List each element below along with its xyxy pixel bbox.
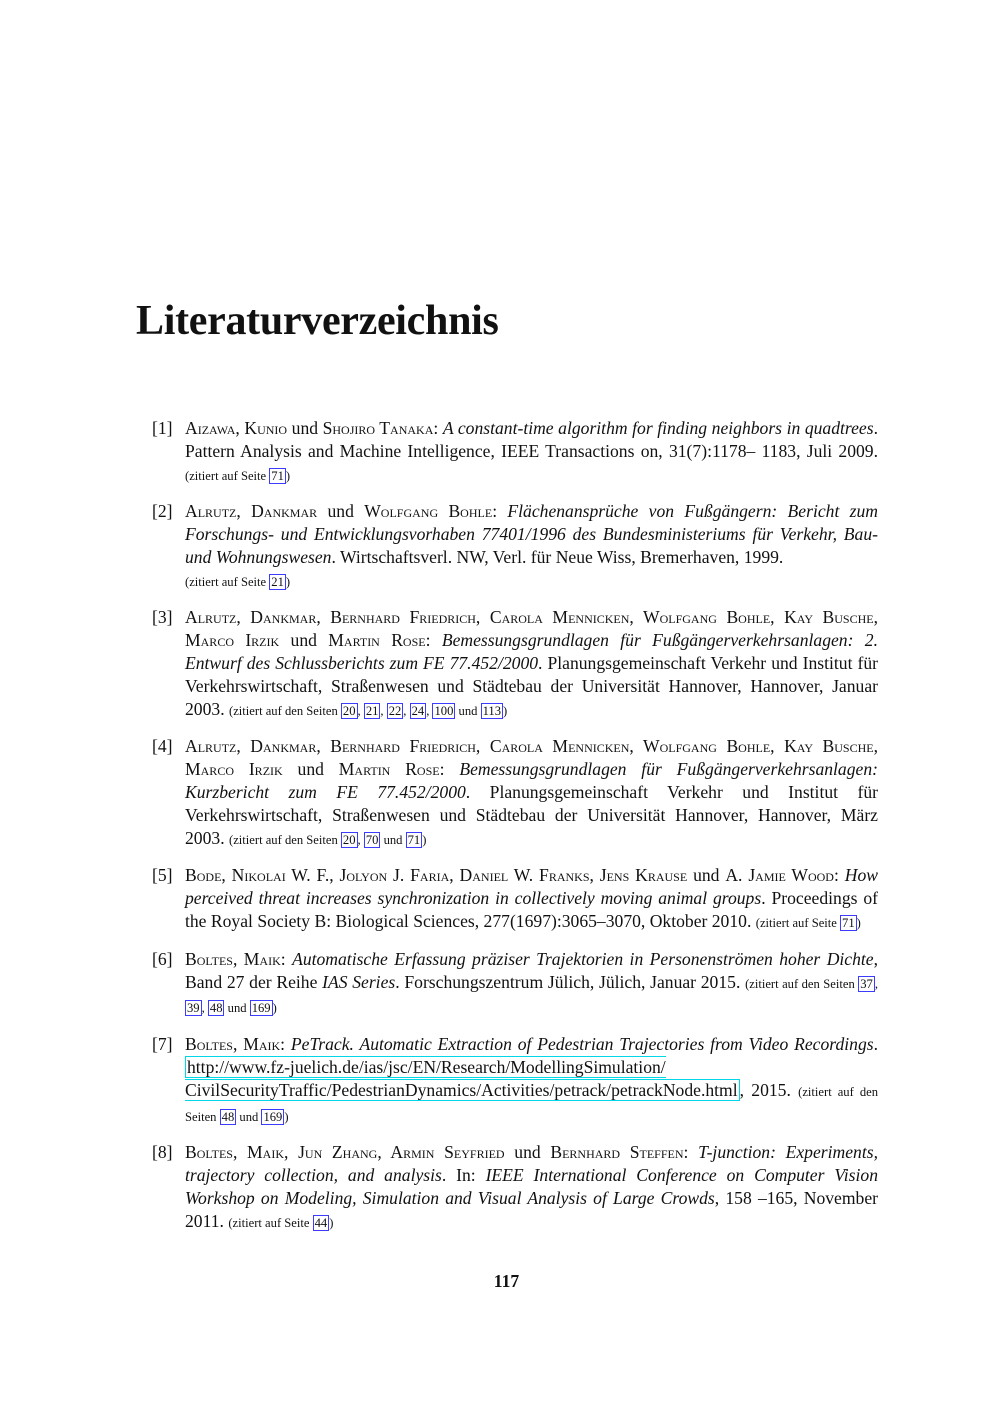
page-link[interactable]: 44 [314, 1215, 328, 1230]
entry-authors: Aizawa, Kunio [185, 418, 288, 438]
entry-authors: Boltes, Maik [185, 948, 281, 969]
entry-number: [2] [152, 501, 173, 522]
entry-number: [3] [152, 607, 173, 628]
entry-author-last: Wolfgang Bohle [364, 501, 493, 522]
bib-entry-8: [8] Boltes, Maik, Jun Zhang, Armin Seyfried und Bernhard Steffen: T-junction: Experiments, trajectory collection, and analysis. In: IEEE International Conference on Computer Vision Workshop on Modeling, Simulation and Visual Analysis of Large Crowds, 158 –165, November 2011. (zitiert auf Seite 44 ) [152, 1141, 879, 1231]
citation-backref: (zitiert auf den Seiten 48 und 169 ) [185, 1084, 878, 1124]
entry-details: Proceedings of the Royal Society B: Biological Sciences, 277(1697):3065–3070, Oktober 2010. [185, 888, 878, 932]
entry-authors: Boltes, Maik, Jun Zhang, Armin Seyfried [185, 1141, 505, 1162]
entry-number: [4] [152, 736, 173, 757]
entry-details: Forschungszentrum Jülich, Jülich, Januar 2015. [404, 971, 741, 992]
citation-backref: (zitiert auf Seite 71 ) [185, 468, 291, 483]
entry-details: Planungsgemeinschaft Verkehr und Institut für Verkehrswirtschaft, Straßenwesen und Städtebau der Universität Hannover, Hannover, Januar 2003. [185, 653, 878, 719]
page-link[interactable]: 48 [221, 1109, 235, 1124]
page-link[interactable]: 48 [209, 1001, 223, 1016]
entry-details: Pattern Analysis and Machine Intelligence, IEEE Transactions on, 31(7):1178– 1183, Juli 2009. [185, 440, 878, 461]
entry-title: A constant-time algorithm for finding neighbors in quadtrees [442, 418, 874, 438]
bib-entry-2: [2] Alrutz, Dankmar und Wolfgang Bohle: Flächenansprüche von Fußgängern: Bericht zum Forschungs- und Entwicklungsvorhaben 77401/1996 des Bundesministeriums für Verkehr, Bau- und Wohnungswesen. Wirtschaftsverl. NW, Verl. für Neue Wiss, Bremerhaven, 1999. (zitiert auf Seite 21 ) [152, 501, 878, 589]
page-link[interactable]: 71 [407, 833, 421, 847]
entry-author-last: Bernhard Steffen [550, 1141, 684, 1162]
citation-backref: (zitiert auf Seite 21 ) [185, 574, 291, 589]
page-link[interactable]: 37 [860, 976, 873, 991]
bib-entry-1: [1] Aizawa, Kunio und Shojiro Tanaka: A constant-time algorithm for finding neighbors in quadtrees. Pattern Analysis and Machine Intelligence, IEEE Transactions on, 31(7):1178– 1183, Juli 2009. (zitiert auf Seite 71 ) [152, 418, 878, 483]
page-link[interactable]: 22 [388, 703, 402, 718]
entry-author-last: Martin Rose [328, 630, 426, 651]
entry-authors: Alrutz, Dankmar [185, 501, 318, 522]
citation-backref: (zitiert auf den Seiten 20 , 21 , 22 , 24 , 100 und 113 ) [229, 703, 508, 718]
entry-details: 2015. [751, 1079, 791, 1100]
entry-authors: Alrutz, Dankmar, Bernhard Friedrich, Carola Mennicken, Wolfgang Bohle, Kay Busche, Marco Irzik [185, 736, 878, 780]
entry-author-last: Martin Rose [338, 759, 440, 780]
page-link[interactable]: 169 [263, 1109, 283, 1124]
page-link[interactable]: 20 [342, 833, 356, 847]
entry-url-link[interactable]: http://www.fz-juelich.de/ias/jsc/EN/Research/ModellingSimulation/ CivilSecurityTraffic/PedestrianDynamics/Activities/petrack/petrackNode.html [185, 1056, 738, 1100]
page-link[interactable]: 21 [365, 703, 379, 718]
entry-title: Automatische Erfassung präziser Trajektorien in Personenströmen hoher Dichte [292, 948, 874, 969]
entry-authors: Boltes, Maik [185, 1033, 281, 1054]
citation-backref: (zitiert auf den Seiten 20 , 70 und 71 ) [229, 833, 427, 847]
entry-title: Bemessungsgrundlagen für Fußgängerverkehrsanlagen: 2. Entwurf des Schlussberichts zum FE 77.452/2000 [185, 630, 878, 674]
page-link[interactable]: 71 [842, 916, 855, 931]
page-link[interactable]: 39 [187, 1001, 200, 1016]
page-number: 117 [493, 1271, 520, 1291]
entry-authors: Bode, Nikolai W. F., Jolyon J. Faria, Daniel W. Franks, Jens Krause [185, 865, 688, 886]
entry-title: PeTrack. Automatic Extraction of Pedestrian Trajectories from Video Recordings [290, 1033, 874, 1054]
entry-number: [8] [152, 1141, 173, 1162]
entry-number: [1] [152, 418, 173, 438]
entry-title: How perceived threat increases synchronization in collectively moving animal groups [185, 865, 878, 909]
entry-number: [5] [152, 865, 173, 886]
entry-series: IAS Series [322, 971, 396, 992]
entry-title: T-junction: Experiments, trajectory collection, and analysis [185, 1141, 878, 1185]
citation-backref: (zitiert auf den Seiten 37 , 39 , 48 und 169 ) [187, 976, 878, 1016]
page-link[interactable]: 113 [482, 703, 502, 718]
entry-details: Wirtschaftsverl. NW, Verl. für Neue Wiss, Bremerhaven, 1999. [339, 547, 784, 568]
bib-entry-4: [4] Alrutz, Dankmar, Bernhard Friedrich, Carola Mennicken, Wolfgang Bohle, Kay Busche, Marco Irzik und Martin Rose: Bemessungsgrundlagen für Fußgängerverkehrsanlagen: Kurzbericht zum FE 77.452/2000. Planungsgemeinschaft Verkehr und Institut für Verkehrswirtschaft, Straßenwesen und Städtebau der Universität Hannover, Hannover, März 2003. (zitiert auf den Seiten 20 , 70 und 71 ) [152, 736, 879, 848]
entry-number: [7] [152, 1033, 173, 1054]
citation-backref: (zitiert auf Seite 44 ) [228, 1215, 334, 1230]
page-title: Literaturverzeichnis [136, 298, 499, 344]
bib-entry-7: [7] Boltes, Maik: PeTrack. Automatic Extraction of Pedestrian Trajectories from Video Recordings. http://www.fz-juelich.de/ias/jsc/EN/Research/ModellingSimulation/ CivilSecurityTraffic/PedestrianDynamics/Activities/petrack/petrackNode.html , 2015. (zitiert auf den Seiten 48 und 169 ) [152, 1033, 879, 1124]
page-link[interactable]: 169 [251, 1001, 271, 1016]
entry-details: 158 –165, November 2011. [185, 1187, 879, 1231]
entry-author-last: Shojiro Tanaka [322, 418, 434, 438]
citation-backref: (zitiert auf Seite 71 ) [755, 916, 861, 931]
entry-venue: IEEE International Conference on Computer Vision Workshop on Modeling, Simulation and Visual Analysis of Large Crowds [185, 1164, 879, 1208]
entry-number: [6] [152, 948, 173, 969]
page-link[interactable]: 71 [271, 468, 284, 483]
entry-author-last: A. Jamie Wood [725, 865, 834, 886]
page-link[interactable]: 24 [411, 703, 425, 718]
entry-details: Planungsgemeinschaft Verkehr und Institut für Verkehrswirtschaft, Straßenwesen und Städtebau der Universität Hannover, Hannover, März 2003. [185, 782, 879, 848]
entry-title: Bemessungsgrundlagen für Fußgängerverkehrsanlagen: Kurzbericht zum FE 77.452/2000 [185, 759, 878, 803]
page-link[interactable]: 21 [271, 574, 284, 589]
entry-title: Flächenansprüche von Fußgängern: Bericht zum Forschungs- und Entwicklungsvorhaben 77401/1996 des Bundesministeriums für Verkehr, Bau- und Wohnungswesen [185, 501, 878, 568]
bib-entry-5: [5] Bode, Nikolai W. F., Jolyon J. Faria, Daniel W. Franks, Jens Krause und A. Jamie Wood: How perceived threat increases synchronization in collectively moving animal groups. Proceedings of the Royal Society B: Biological Sciences, 277(1697):3065–3070, Oktober 2010. (zitiert auf Seite 71 ) [152, 865, 878, 932]
page-link[interactable]: 70 [365, 833, 379, 847]
bibliography-list [152, 417, 878, 1247]
bib-entry-6: [6] Boltes, Maik: Automatische Erfassung präziser Trajektorien in Personenströmen hoher Dichte, Band 27 der Reihe IAS Series. Forschungszentrum Jülich, Jülich, Januar 2015. (zitiert auf den Seiten 37 , 39 , 48 und 169 ) [152, 948, 878, 1016]
page-link[interactable]: 20 [342, 703, 356, 718]
entry-authors: Alrutz, Dankmar, Bernhard Friedrich, Carola Mennicken, Wolfgang Bohle, Kay Busche, Marco Irzik [185, 607, 878, 651]
page-link[interactable]: 100 [434, 703, 454, 718]
bib-entry-3: [3] Alrutz, Dankmar, Bernhard Friedrich, Carola Mennicken, Wolfgang Bohle, Kay Busche, Marco Irzik und Martin Rose: Bemessungsgrundlagen für Fußgängerverkehrsanlagen: 2. Entwurf des Schlussberichts zum FE 77.452/2000. Planungsgemeinschaft Verkehr und Institut für Verkehrswirtschaft, Straßenwesen und Städtebau der Universität Hannover, Hannover, Januar 2003. (zitiert auf den Seiten 20 , 21 , 22 , 24 , 100 und 113 ) [152, 607, 878, 719]
